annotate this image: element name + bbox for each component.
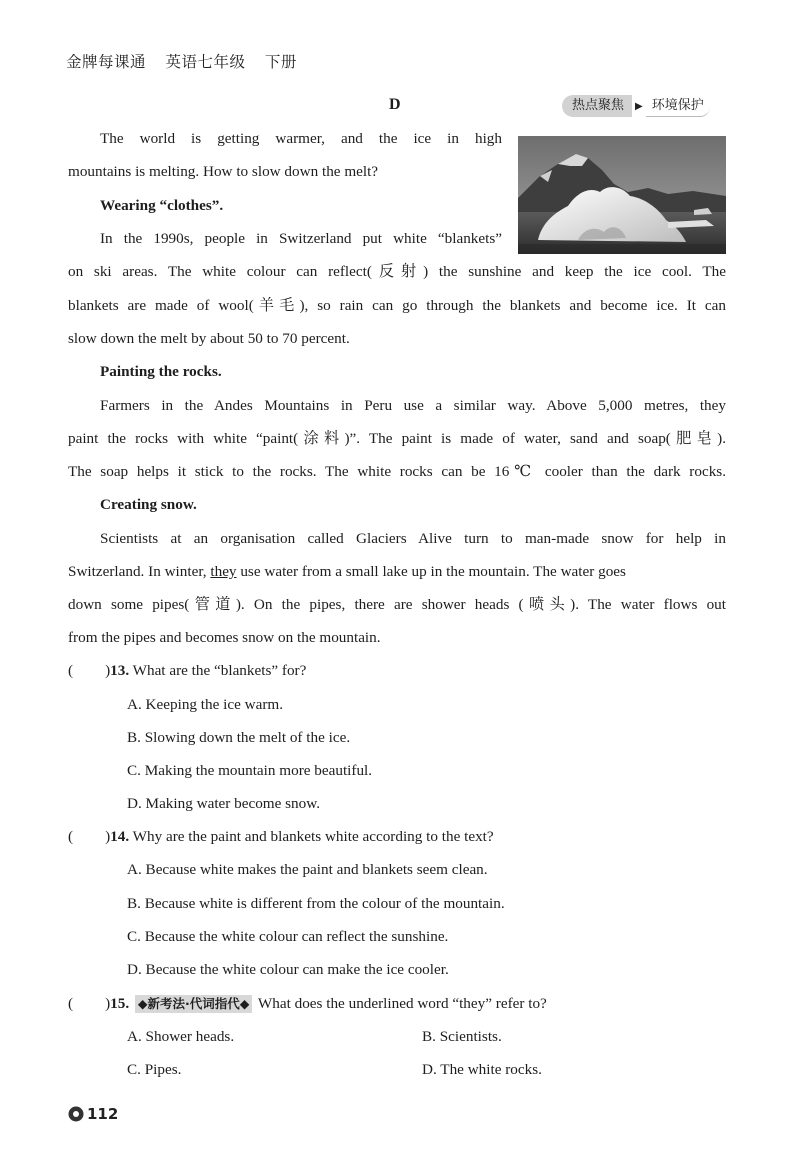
option-15-b[interactable]: B. Scientists. — [422, 1028, 502, 1045]
option-13-b[interactable]: B. Slowing down the melt of the ice. — [127, 729, 351, 746]
question-15 — [68, 994, 547, 1014]
question-text: What are the “blankets” for? — [132, 662, 307, 679]
question-number: 14. — [110, 828, 130, 845]
page-number: 112 — [87, 1105, 119, 1123]
question-type-tag: ◆新考法·代词指代◆ — [135, 995, 252, 1013]
question-13 — [68, 661, 306, 681]
option-14-b[interactable]: B. Because white is different from the colour of the mountain. — [127, 895, 505, 912]
passage-line: Farmers in the Andes Mountains in Peru use a similar way. Above 5,000 metres, they — [100, 397, 726, 414]
passage-text: use water from a small lake up in the mountain. The water goes — [236, 563, 626, 580]
option-14-a[interactable]: A. Because white makes the paint and blankets seem clean. — [127, 861, 488, 878]
topic-tag-category: 热点聚焦 — [562, 95, 632, 117]
question-text: Why are the paint and blankets white according to the text? — [132, 828, 494, 845]
section-heading: Wearing “clothes”. — [100, 197, 224, 214]
passage-text: Switzerland. In winter, — [68, 563, 211, 580]
passage-line — [68, 562, 726, 582]
book-volume: 下册 — [264, 53, 297, 71]
passage-line: blankets are made of wool(羊毛), so rain can go through the blankets and become ice. It can — [68, 297, 726, 314]
passage-line: mountains is melting. How to slow down the melt? — [68, 163, 379, 180]
passage-line: down some pipes(管道). On the pipes, there are shower heads (喷头). The water flows out — [68, 596, 726, 613]
option-13-d[interactable]: D. Making water become snow. — [127, 795, 321, 812]
answer-paren-close: ) — [105, 828, 111, 845]
passage-line: paint the rocks with white “paint(涂料)”. The paint is made of water, sand and soap(肥皂). — [68, 430, 726, 447]
passage-line: The soap helps it stick to the rocks. The white rocks can be 16℃ cooler than the dark rocks. — [68, 463, 726, 480]
topic-tag — [562, 95, 710, 117]
page-footer — [68, 1105, 118, 1123]
book-subject: 英语七年级 — [165, 53, 246, 71]
triangle-arrow-icon: ▶ — [635, 100, 643, 112]
section-heading: Creating snow. — [100, 496, 197, 513]
passage-line: Scientists at an organisation called Glaciers Alive turn to man-made snow for help in — [100, 530, 726, 547]
answer-paren-open: ( — [68, 995, 74, 1012]
option-13-a[interactable]: A. Keeping the ice warm. — [127, 696, 284, 713]
section-letter: D — [389, 96, 401, 113]
question-text: What does the underlined word “they” refer to? — [257, 995, 547, 1012]
passage-line: slow down the melt by about 50 to 70 percent. — [68, 330, 350, 347]
section-heading: Painting the rocks. — [100, 363, 222, 380]
answer-paren-open: ( — [68, 662, 74, 679]
iceberg-photo — [518, 136, 726, 254]
option-15-a[interactable]: A. Shower heads. — [127, 1028, 235, 1045]
underlined-word: they — [210, 563, 237, 580]
flower-badge-icon — [68, 1106, 84, 1122]
book-title: 金牌每课通 — [66, 53, 147, 71]
book-header — [66, 50, 311, 72]
question-number: 15. — [110, 995, 130, 1012]
option-14-d[interactable]: D. Because the white colour can make the ice cooler. — [127, 961, 449, 978]
option-15-d[interactable]: D. The white rocks. — [422, 1061, 542, 1078]
answer-paren-close: ) — [105, 662, 111, 679]
answer-paren-close: ) — [105, 995, 111, 1012]
passage-line: on ski areas. The white colour can reflect(反射) the sunshine and keep the ice cool. The — [68, 263, 726, 280]
answer-paren-open: ( — [68, 828, 74, 845]
question-14 — [68, 827, 494, 847]
passage-line: from the pipes and becomes snow on the mountain. — [68, 629, 381, 646]
option-13-c[interactable]: C. Making the mountain more beautiful. — [127, 762, 373, 779]
topic-tag-topic: 环境保护 — [646, 96, 710, 117]
option-15-c[interactable]: C. Pipes. — [127, 1061, 182, 1078]
passage-line: In the 1990s, people in Switzerland put white “blankets” — [100, 230, 502, 247]
passage-line: The world is getting warmer, and the ice in high — [100, 130, 502, 147]
option-14-c[interactable]: C. Because the white colour can reflect the sunshine. — [127, 928, 449, 945]
question-number: 13. — [110, 662, 130, 679]
